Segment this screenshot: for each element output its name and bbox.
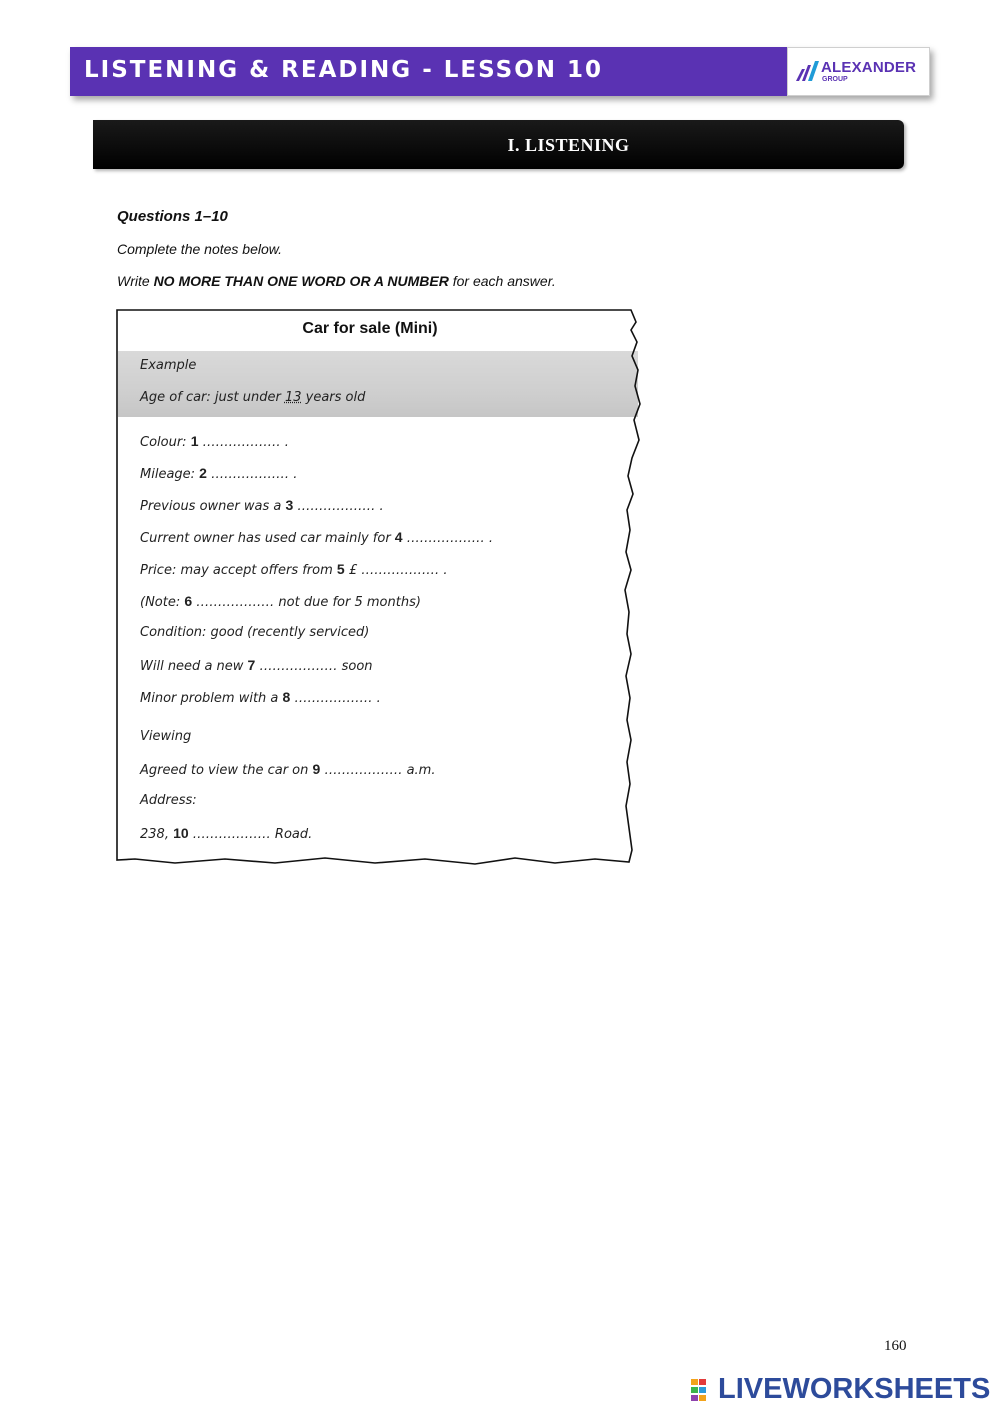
note-line: Minor problem with a 8 ……………… . bbox=[140, 689, 381, 706]
answer-blank[interactable]: £ ……………… . bbox=[344, 563, 448, 578]
answer-blank[interactable]: ……………… . bbox=[293, 499, 384, 514]
question-number: 3 bbox=[285, 497, 294, 513]
question-number: 1 bbox=[190, 433, 199, 449]
answer-blank[interactable]: ……………… soon bbox=[255, 659, 373, 674]
alexander-logo-icon bbox=[796, 61, 820, 81]
note-line: Current owner has used car mainly for 4 ……………… . bbox=[140, 529, 493, 546]
example-answer: 13 bbox=[284, 390, 302, 405]
logo-name: ALEXANDER bbox=[821, 59, 917, 76]
note-line: Condition: good (recently serviced) bbox=[140, 625, 370, 640]
question-number: 9 bbox=[312, 761, 321, 777]
example-line: Age of car: just under 13 years old bbox=[140, 390, 366, 405]
answer-blank[interactable]: ……………… not due for 5 months) bbox=[192, 595, 421, 610]
answer-blank[interactable]: ……………… a.m. bbox=[320, 763, 436, 778]
lesson-title: LISTENING & READING - LESSON 10 bbox=[84, 57, 604, 83]
note-line: Colour: 1 ……………… . bbox=[140, 433, 289, 450]
instruction-complete: Complete the notes below. bbox=[117, 241, 282, 257]
answer-blank[interactable]: ……………… . bbox=[290, 691, 381, 706]
question-number: 6 bbox=[184, 593, 193, 609]
answer-blank[interactable]: ……………… . bbox=[206, 467, 298, 482]
alexander-logo bbox=[787, 47, 930, 96]
question-number: 7 bbox=[247, 657, 256, 673]
liveworksheets-brand: LIVEWORKSHEETS bbox=[718, 1373, 991, 1405]
question-number: 4 bbox=[394, 529, 403, 545]
note-line: Price: may accept offers from 5 £ ……………… . bbox=[140, 561, 448, 578]
liveworksheets-grid-icon bbox=[691, 1379, 715, 1401]
notes-title: Car for sale (Mini) bbox=[302, 320, 438, 337]
instruction-word-limit: Write NO MORE THAN ONE WORD OR A NUMBER for each answer. bbox=[117, 273, 556, 289]
question-number: 2 bbox=[199, 465, 207, 481]
note-line: (Note: 6 ……………… not due for 5 months) bbox=[140, 593, 421, 610]
note-line: Mileage: 2 ……………… . bbox=[140, 465, 298, 482]
example-label: Example bbox=[140, 358, 197, 373]
note-line: Agreed to view the car on 9 ……………… a.m. bbox=[140, 761, 436, 778]
page-number: 160 bbox=[884, 1338, 907, 1354]
section-header bbox=[93, 120, 904, 169]
section-title: I. LISTENING bbox=[507, 135, 630, 155]
questions-heading: Questions 1–10 bbox=[117, 208, 228, 225]
note-line: Viewing bbox=[140, 729, 192, 744]
lesson-header bbox=[70, 47, 930, 96]
question-number: 8 bbox=[282, 689, 291, 705]
logo-sub: GROUP bbox=[822, 76, 848, 83]
answer-blank[interactable]: ……………… Road. bbox=[188, 827, 313, 842]
question-number: 5 bbox=[336, 561, 345, 577]
note-line: Previous owner was a 3 ……………… . bbox=[140, 497, 384, 514]
question-number: 10 bbox=[173, 825, 189, 841]
answer-blank[interactable]: ……………… . bbox=[198, 435, 289, 450]
note-line: Will need a new 7 ……………… soon bbox=[140, 657, 373, 674]
note-line: Address: bbox=[140, 793, 197, 808]
answer-blank[interactable]: ……………… . bbox=[402, 531, 493, 546]
note-line: 238, 10 ……………… Road. bbox=[140, 825, 313, 842]
notes-box bbox=[115, 308, 637, 868]
